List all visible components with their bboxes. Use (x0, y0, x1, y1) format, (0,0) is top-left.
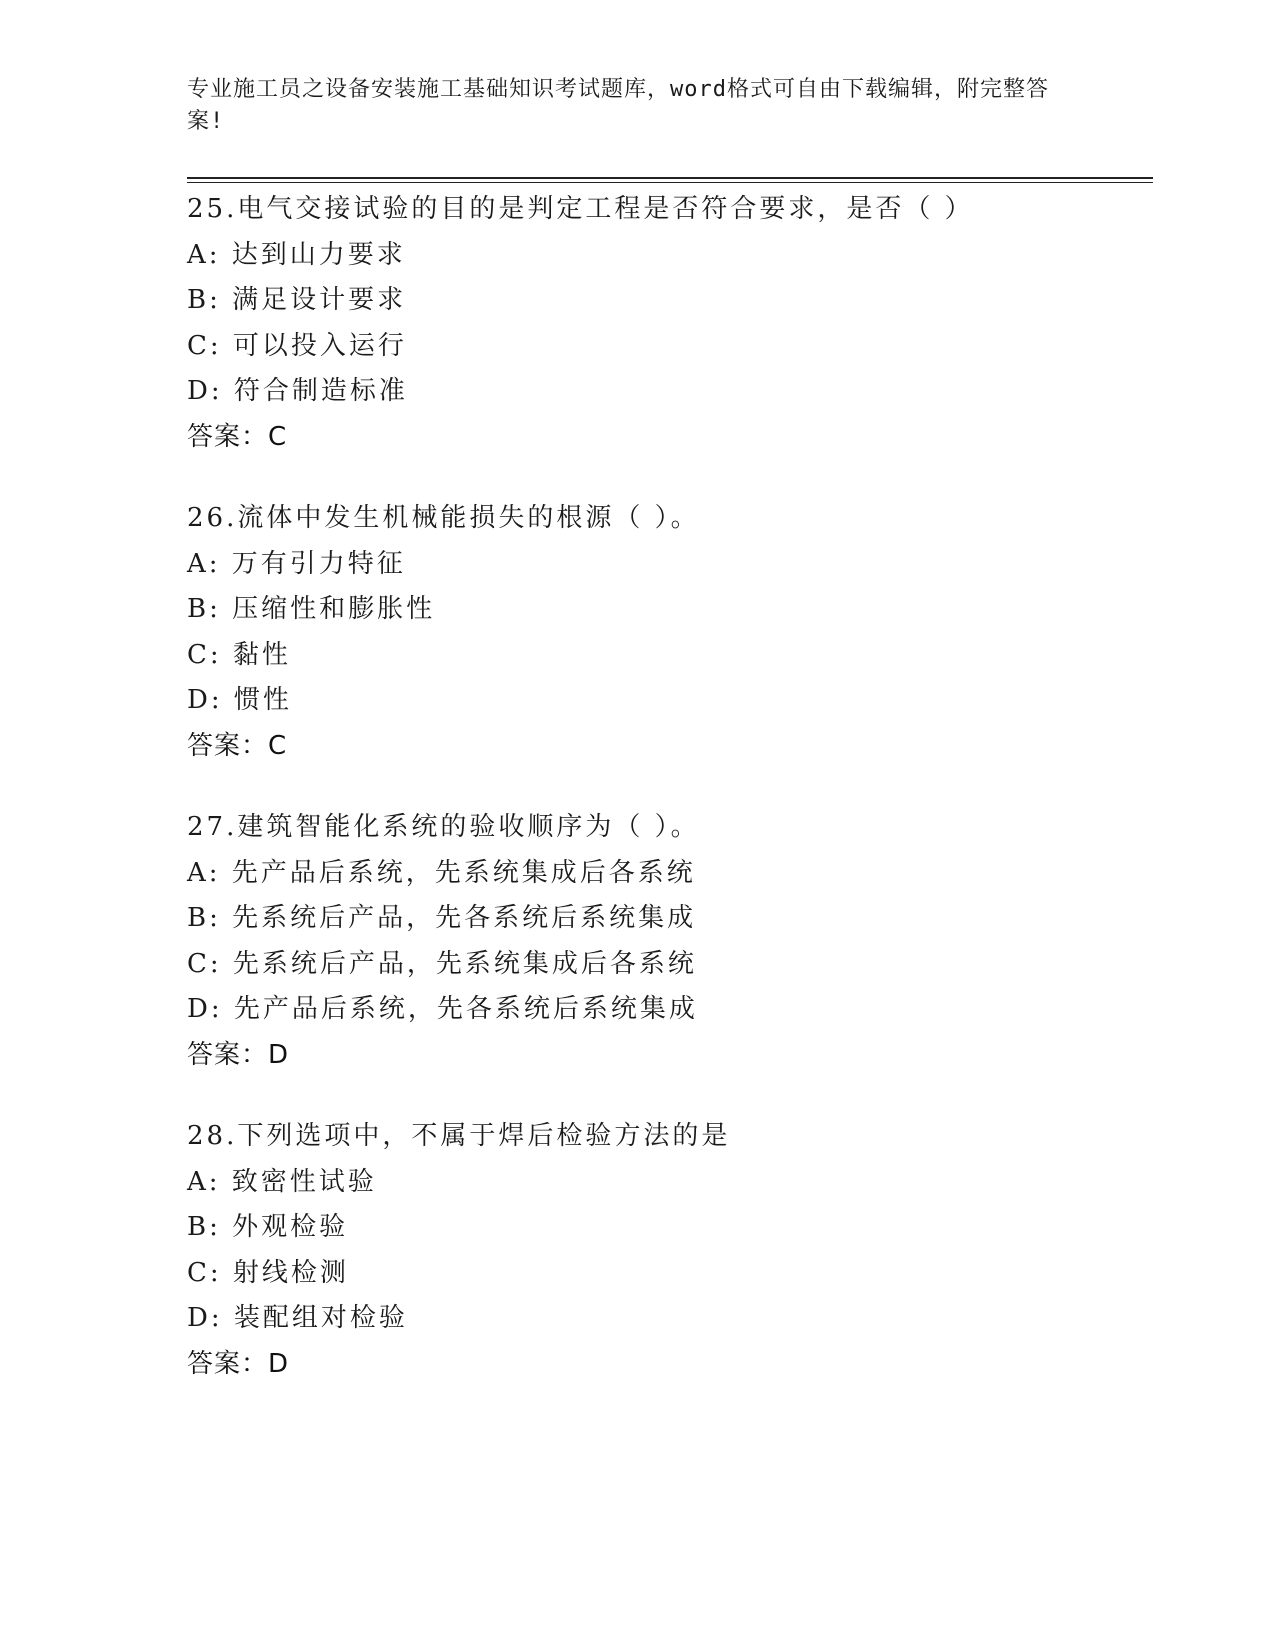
option-b: B: 压缩性和膨胀性 (187, 594, 436, 624)
option-b: B: 满足设计要求 (187, 285, 407, 315)
question-stem: 26.流体中发生机械能损失的根源（ ）。 (187, 503, 700, 533)
question-28 (187, 1114, 1153, 1387)
question-stem: 27.建筑智能化系统的验收顺序为（ ）。 (187, 812, 700, 842)
answer: 答案：D (187, 1039, 290, 1070)
option-a: A: 达到山力要求 (187, 239, 406, 270)
question-stem: 25.电气交接试验的目的是判定工程是否符合要求，是否（ ） (187, 194, 974, 224)
option-c: C: 先系统后产品，先系统集成后各系统 (187, 948, 697, 979)
question-25 (187, 187, 1153, 460)
option-c: C: 可以投入运行 (187, 330, 407, 361)
question-list (187, 187, 1153, 1423)
option-c: C: 射线检测 (187, 1257, 349, 1288)
answer: 答案：D (187, 1348, 290, 1379)
option-d: D: 装配组对检验 (187, 1303, 408, 1333)
answer: 答案：C (187, 421, 288, 452)
option-a: A: 先产品后系统，先系统集成后各系统 (187, 857, 696, 888)
header-rule-thick (187, 177, 1153, 179)
question-27 (187, 805, 1153, 1078)
option-b: B: 先系统后产品，先各系统后系统集成 (187, 903, 697, 933)
option-a: A: 万有引力特征 (187, 548, 406, 579)
document-header: 专业施工员之设备安装施工基础知识考试题库，word格式可自由下载编辑，附完整答案! (187, 77, 1049, 134)
option-d: D: 符合制造标准 (187, 376, 408, 406)
option-c: C: 黏性 (187, 639, 291, 670)
option-b: B: 外观检验 (187, 1212, 349, 1242)
option-a: A: 致密性试验 (187, 1166, 377, 1197)
option-d: D: 先产品后系统，先各系统后系统集成 (187, 994, 698, 1024)
header-rule-thin (187, 182, 1153, 183)
question-26 (187, 496, 1153, 769)
answer: 答案：C (187, 730, 288, 761)
option-d: D: 惯性 (187, 685, 292, 715)
question-stem: 28.下列选项中，不属于焊后检验方法的是 (187, 1121, 731, 1151)
